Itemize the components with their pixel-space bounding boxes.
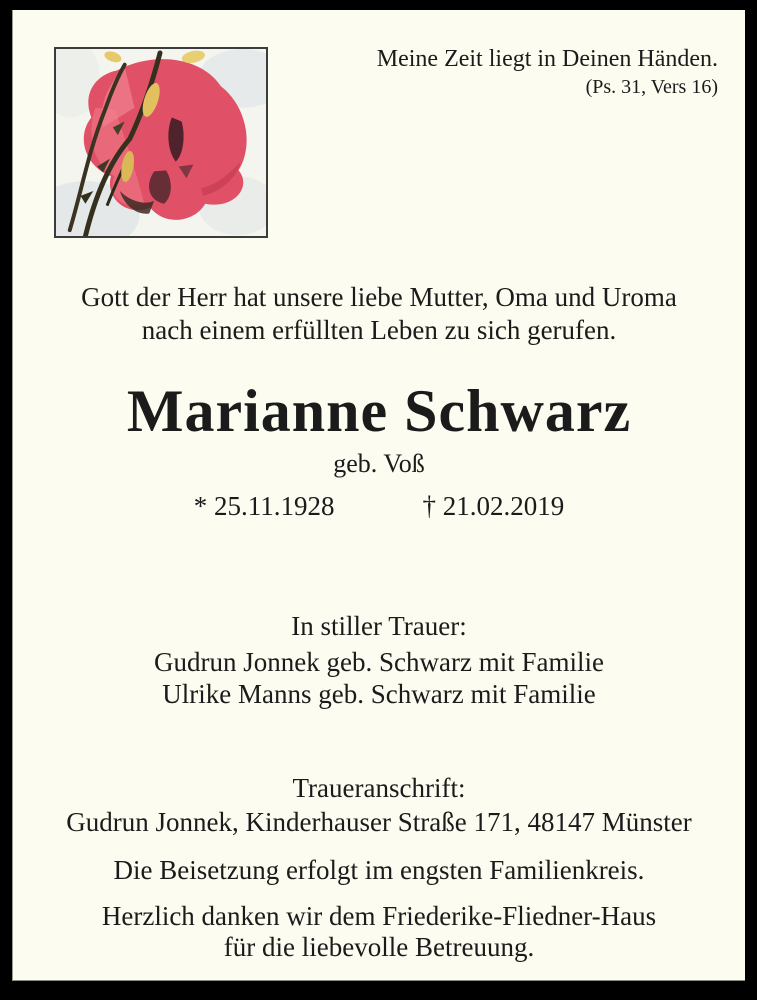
bible-quote-text: Meine Zeit liegt in Deinen Händen.: [376, 46, 718, 72]
thanks-line-2: für die liebevolle Betreuung.: [223, 932, 535, 962]
burial-note: Die Beisetzung erfolgt im engsten Familienkreis.: [113, 855, 645, 885]
intro-line-2: nach einem erfüllten Leben zu sich gerufen.: [141, 315, 617, 345]
life-dates: [13, 490, 745, 522]
intro-line-1: Gott der Herr hat unsere liebe Mutter, Oma und Uroma: [81, 282, 677, 312]
intro-text: [13, 281, 745, 347]
mourner-line: Gudrun Jonnek geb. Schwarz mit Familie: [154, 647, 604, 677]
mourner-line: Ulrike Manns geb. Schwarz mit Familie: [162, 679, 596, 709]
thanks-note: [13, 901, 745, 963]
condolence-address-heading: Traueranschrift:: [292, 773, 466, 803]
mourners-list: [13, 646, 745, 710]
thanks-line-1: Herzlich danken wir dem Friederike-Fliedner-Haus: [101, 901, 657, 931]
condolence-address: Gudrun Jonnek, Kinderhauser Straße 171, 48147 Münster: [66, 807, 692, 837]
bible-quote-reference: (Ps. 31, Vers 16): [585, 76, 718, 98]
bible-quote: [377, 44, 718, 100]
death-date: † 21.02.2019: [422, 491, 565, 521]
mourning-heading: In stiller Trauer:: [291, 611, 467, 641]
poppy-flower-image: [54, 47, 268, 238]
poppy-watercolor: [56, 49, 266, 236]
obituary-card: [12, 10, 745, 981]
maiden-name: geb. Voß: [333, 449, 425, 478]
deceased-name: Marianne Schwarz: [126, 378, 632, 444]
birth-date: * 25.11.1928: [193, 491, 335, 521]
